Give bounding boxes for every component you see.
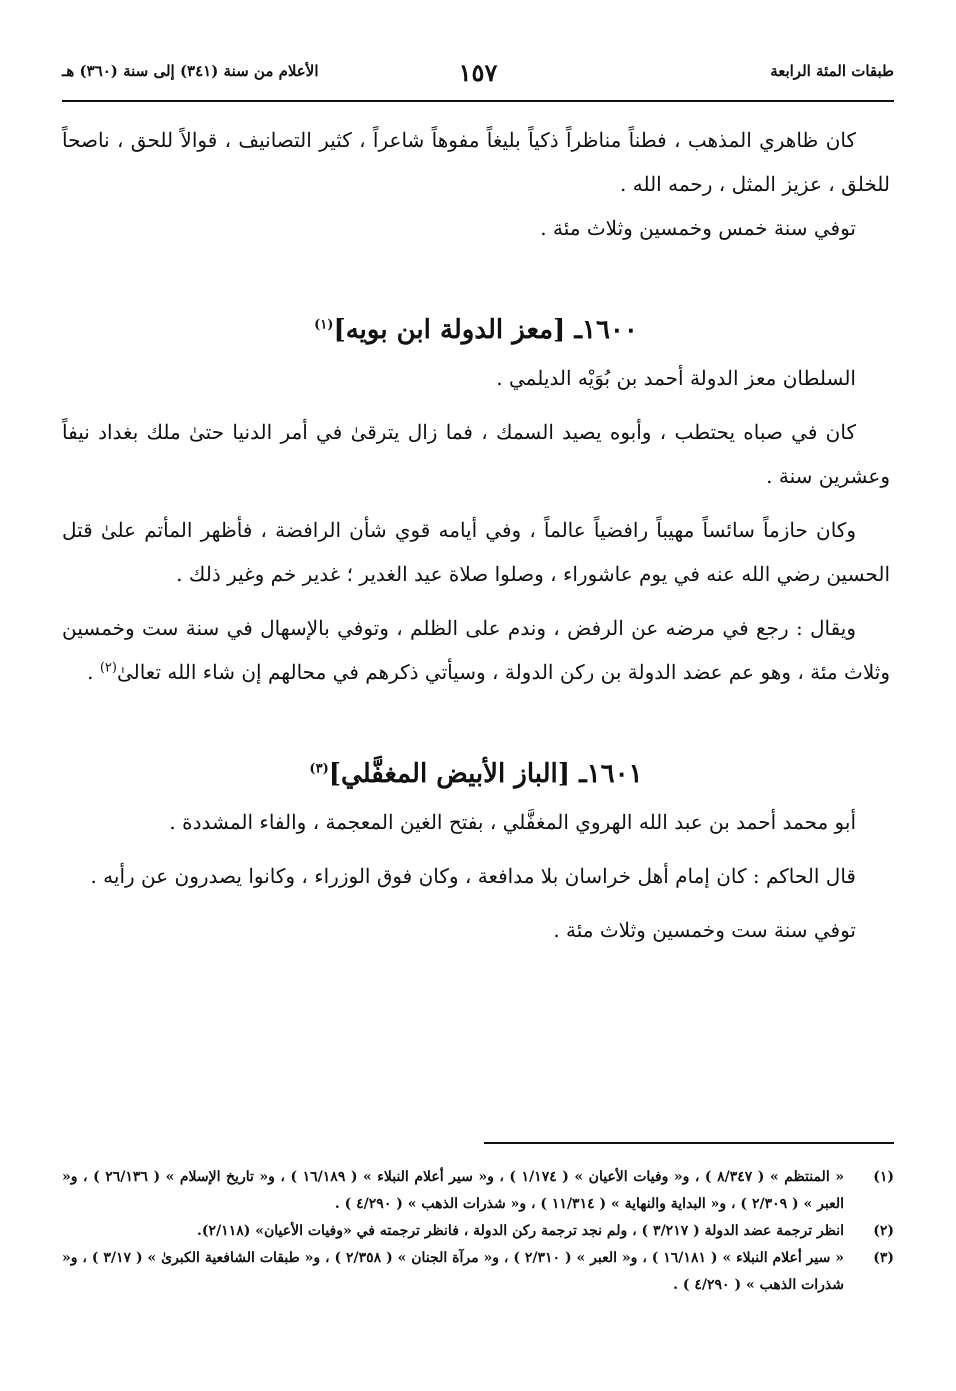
entry-title-1601	[62, 748, 890, 800]
footnote-ref[interactable]: (٣)	[309, 761, 329, 777]
paragraph: وكان حازماً سائساً مهيباً رافضياً عالماً ، وفي أيامه قوي شأن الرافضة ، فأظهر المأتم علىٰ قتل الحسين رضي الله عنه في يوم عاشوراء ، وصلوا صلاة عيد الغدير ؛ غدير خم وغير ذلك .	[62, 518, 890, 586]
entry-title-1600	[62, 304, 890, 356]
paragraph: توفي سنة ست وخمسين وثلاث مئة .	[553, 918, 856, 942]
footnote-text: انظر ترجمة عضد الدولة ( ٣/٢١٧ ) ، ولم نجد ترجمة ركن الدولة ، فانظر ترجمته في «وفيات الأعيان» (٢/١١٨).	[197, 1223, 844, 1239]
footnote-divider	[484, 1142, 894, 1144]
footnote	[62, 1164, 894, 1218]
footnote-text: « المنتظم » ( ٨/٣٤٧ ) ، و« وفيات الأعيان » ( ١/١٧٤ ) ، و« سير أعلام النبلاء » ( ١٦/١٨٩ ) ، و« تاريخ الإسلام » ( ٢٦/١٣٦ ) ، و« العبر » ( ٢/٣٠٩ ) ، و« البداية والنهاية » ( ١١/٣١٤ ) ، و« شذرات الذهب » ( ٤/٢٩٠ ) .	[62, 1169, 844, 1212]
paragraph: توفي سنة خمس وخمسين وثلاث مئة .	[540, 216, 856, 240]
footnotes	[62, 1164, 894, 1299]
header-date-range: الأعلام من سنة (٣٤١) إلى سنة (٣٦٠) هـ	[62, 62, 319, 80]
main-text	[62, 118, 890, 952]
footnote	[62, 1245, 894, 1299]
paragraph: أبو محمد أحمد بن عبد الله الهروي المغفَّلي ، بفتح الغين المعجمة ، والفاء المشددة .	[169, 810, 856, 834]
footnote-text: « سير أعلام النبلاء » ( ١٦/١٨١ ) ، و« العبر » ( ٢/٣١٠ ) ، و« مرآة الجنان » ( ٢/٣٥٨ ) ، و« طبقات الشافعية الكبرىٰ » ( ٣/١٧ ) ، و« شذرات الذهب » ( ٤/٢٩٠ ) .	[62, 1250, 845, 1293]
paragraph: كان في صباه يحتطب ، وأبوه يصيد السمك ، فما زال يترقىٰ في أمر الدنيا حتىٰ ملك بغداد نيفاً وعشرين سنة .	[62, 420, 890, 488]
header-section-title: طبقات المئة الرابعة	[770, 62, 894, 80]
entry-title-text: ١٦٠١ـ [الباز الأبيض المغفَّلي]	[328, 759, 643, 789]
footnote-number: (٢)	[873, 1223, 894, 1239]
footnote-ref[interactable]: (٢)	[99, 660, 117, 676]
footnote	[62, 1218, 894, 1245]
paragraph: كان ظاهري المذهب ، فطناً مناظراً ذكياً بليغاً مفوهاً شاعراً ، كثير التصانيف ، قوالاً للحق ، ناصحاً للخلق ، عزيز المثل ، رحمه الله .	[62, 128, 890, 196]
footnote-ref[interactable]: (١)	[314, 317, 334, 333]
paragraph-text: ويقال : رجع في مرضه عن الرفض ، وندم على الظلم ، وتوفي بالإسهال في سنة ست وخمسين وثلاث مئة ، وهو عم عضد الدولة بن ركن الدولة ، وسيأتي ذكرهم في محالهم إن شاء الله تعالىٰ	[62, 616, 890, 684]
entry-title-text: ١٦٠٠ـ [معز الدولة ابن بويه]	[333, 315, 638, 345]
page-number: ١٥٧	[458, 58, 498, 87]
header-divider	[62, 100, 894, 102]
paragraph: قال الحاكم : كان إمام أهل خراسان بلا مدافعة ، وكان فوق الوزراء ، وكانوا يصدرون عن رأيه .	[90, 864, 856, 888]
paragraph: السلطان معز الدولة أحمد بن بُوَيْه الديلمي .	[496, 366, 856, 390]
paragraph	[62, 606, 890, 694]
running-header	[62, 58, 894, 90]
footnote-number: (٣)	[873, 1250, 894, 1266]
paragraph-end: .	[87, 660, 100, 684]
footnote-number: (١)	[873, 1169, 894, 1185]
